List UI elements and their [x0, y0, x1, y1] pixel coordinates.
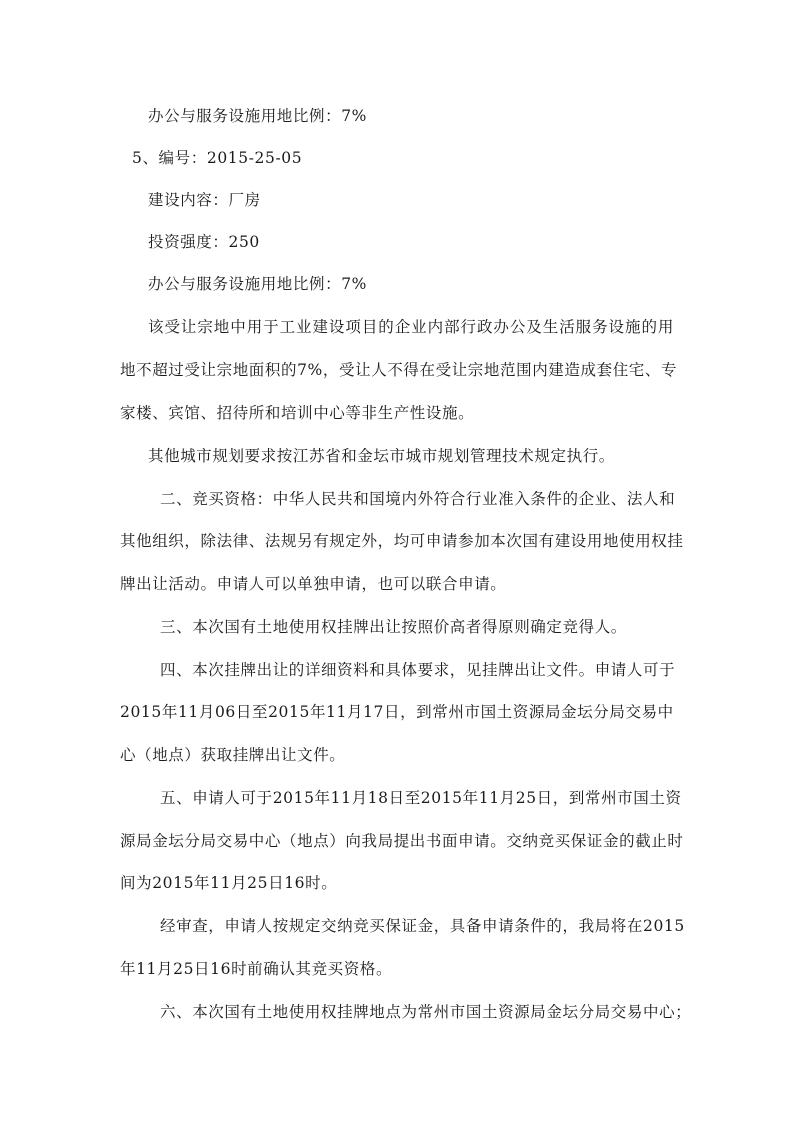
paragraph-qualification-line-3: 牌出让活动。申请人可以单独申请，也可以联合申请。	[120, 575, 507, 593]
text-line-item-number: 5、编号：2015-25-05	[132, 149, 303, 167]
paragraph-listing-location: 六、本次国有土地使用权挂牌地点为常州市国土资源局金坛分局交易中心；	[160, 1003, 692, 1021]
text-line-office-ratio-1: 办公与服务设施用地比例：7%	[148, 107, 367, 125]
text-line-office-ratio-2: 办公与服务设施用地比例：7%	[148, 275, 367, 293]
paragraph-documents-line-1: 四、本次挂牌出让的详细资料和具体要求，见挂牌出让文件。申请人可于	[160, 661, 676, 679]
paragraph-documents-line-3: 心（地点）获取挂牌出让文件。	[120, 746, 346, 764]
paragraph-application-line-1: 五、申请人可于2015年11月18日至2015年11月25日，到常州市国土资	[160, 789, 682, 807]
paragraph-application-line-3: 间为2015年11月25日16时。	[120, 874, 338, 892]
paragraph-review-line-1: 经审查，申请人按规定交纳竞买保证金，具备申请条件的，我局将在2015	[160, 917, 685, 935]
paragraph-application-line-2: 源局金坛分局交易中心（地点）向我局提出书面申请。交纳竞买保证金的截止时	[120, 832, 684, 850]
paragraph-land-use-line-2: 地不超过受让宗地面积的7%，受让人不得在受让宗地范围内建造成套住宅、专	[120, 361, 678, 379]
text-line-construction-content: 建设内容：厂房	[148, 191, 261, 209]
paragraph-bidding-principle: 三、本次国有土地使用权挂牌出让按照价高者得原则确定竞得人。	[160, 618, 627, 636]
paragraph-land-use-line-3: 家楼、宾馆、招待所和培训中心等非生产性设施。	[120, 404, 475, 422]
paragraph-qualification-line-1: 二、竞买资格：中华人民共和国境内外符合行业准入条件的企业、法人和	[160, 490, 676, 508]
paragraph-documents-line-2: 2015年11月06日至2015年11月17日，到常州市国土资源局金坛分局交易中	[120, 703, 674, 721]
paragraph-qualification-line-2: 其他组织，除法律、法规另有规定外，均可申请参加本次国有建设用地使用权挂	[120, 532, 684, 550]
paragraph-land-use-line-1: 该受让宗地中用于工业建设项目的企业内部行政办公及生活服务设施的用	[148, 318, 674, 336]
paragraph-planning-requirements: 其他城市规划要求按江苏省和金坛市城市规划管理技术规定执行。	[148, 447, 615, 465]
paragraph-review-line-2: 年11月25日16时前确认其竞买资格。	[120, 960, 393, 978]
text-line-investment-intensity: 投资强度：250	[148, 233, 260, 251]
